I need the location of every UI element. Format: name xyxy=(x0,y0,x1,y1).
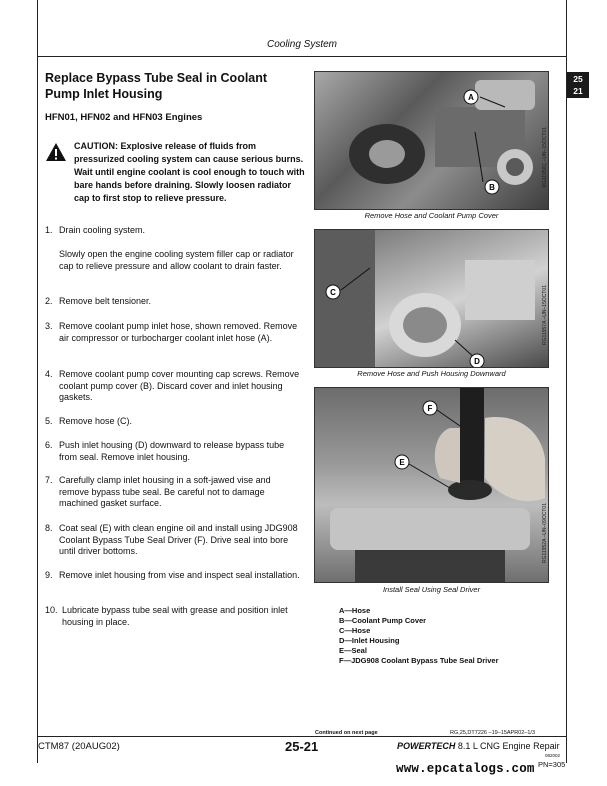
callout-a: A xyxy=(468,93,474,102)
step-text: Remove coolant pump cover mounting cap screws. Remove coolant pump cover (B). Discard cover and inlet housing gaskets. xyxy=(59,369,300,402)
caution-text: CAUTION: Explosive release of fluids from pressurized cooling system can cause serious burns. Wait until engine coolant is cool enough to touch with bare hands before draining. Slowly loosen radiator cap to first stop to relieve pressure. xyxy=(74,141,305,203)
legend-item: E—Seal xyxy=(339,646,367,655)
page-number: 25-21 xyxy=(285,739,319,754)
step-number: 4. xyxy=(45,369,53,379)
legend-item: B—Coolant Pump Cover xyxy=(339,616,427,625)
step-number: 7. xyxy=(45,475,53,485)
tab-group: 21 xyxy=(573,86,583,96)
figure-2-artwork xyxy=(315,230,549,368)
legend-item: C—Hose xyxy=(339,626,371,635)
step-number: 6. xyxy=(45,440,53,450)
header-divider xyxy=(37,56,567,57)
engine-models: HFN01, HFN02 and HFN03 Engines xyxy=(45,112,203,123)
callout-d: D xyxy=(474,357,480,366)
step-number: 2. xyxy=(45,296,53,306)
product-name: 8.1 L CNG Engine Repair xyxy=(457,741,560,751)
pn-number: PN=305 xyxy=(538,760,566,769)
manual-title xyxy=(397,741,560,751)
continued-note: Continued on next page xyxy=(315,730,378,736)
callout-e: E xyxy=(399,458,405,467)
brand-name: POWERTECH xyxy=(397,741,456,751)
figure-3-artwork xyxy=(315,388,549,583)
step-number: 5. xyxy=(45,416,53,426)
legend-item: A—Hose xyxy=(339,606,371,615)
callout-c: C xyxy=(330,288,336,297)
section-header: Cooling System xyxy=(266,39,338,50)
step-number: 3. xyxy=(45,321,53,331)
date-code: 082002 xyxy=(545,753,561,758)
figure-1-photo xyxy=(314,71,549,210)
figure-3-photo xyxy=(314,387,549,583)
callout-b: B xyxy=(489,183,495,192)
step-number: 8. xyxy=(45,523,53,533)
figure-3-code: RG11952A –UN–09OCT01 xyxy=(542,503,548,563)
figure-2-photo xyxy=(314,229,549,368)
step-number: 10. xyxy=(45,605,58,615)
callout-legend xyxy=(339,606,499,666)
step-number: 9. xyxy=(45,570,53,580)
figure-2-caption: Remove Hose and Push Housing Downward xyxy=(357,369,506,378)
page-title: Replace Bypass Tube Seal in Coolant Pump Inlet Housing xyxy=(45,71,268,101)
step-text: Slowly open the engine cooling system filler cap or radiator cap to relieve pressure and allow coolant to drain faster. xyxy=(59,249,294,271)
footer-divider xyxy=(37,736,567,737)
step-number: 1. xyxy=(45,225,53,235)
section-tab xyxy=(567,72,589,98)
step-text: Push inlet housing (D) downward to release bypass tube from seal. Remove inlet housing. xyxy=(59,440,285,462)
figure-2-code: RG11957A –UN–15OCT01 xyxy=(542,285,548,345)
watermark-link[interactable]: www.epcatalogs.com xyxy=(396,762,535,776)
figure-1-caption: Remove Hose and Coolant Pump Cover xyxy=(364,211,499,220)
legend-item: F—JDG908 Coolant Bypass Tube Seal Driver xyxy=(339,656,499,665)
step-text: Remove inlet housing from vise and inspect seal installation. xyxy=(59,570,300,580)
step-text: Lubricate bypass tube seal with grease and position inlet housing in place. xyxy=(62,605,288,627)
step-text: Remove hose (C). xyxy=(59,416,133,426)
manual-number: CTM87 (20AUG02) xyxy=(38,741,120,752)
figure-1-artwork xyxy=(315,72,549,210)
figure-3-caption: Install Seal Using Seal Driver xyxy=(382,585,481,594)
step-text: Remove coolant pump inlet hose, shown removed. Remove air compressor or turbocharger coolant inlet hose (A). xyxy=(59,321,298,343)
reference-code: RG,25,DT7226 –19–15APR02–1/3 xyxy=(450,730,536,736)
caution-block xyxy=(45,140,305,215)
warning-triangle-icon xyxy=(45,142,67,162)
step-text: Remove belt tensioner. xyxy=(59,296,152,306)
step-text: Drain cooling system. xyxy=(59,225,146,235)
step-text: Carefully clamp inlet housing in a soft-jawed vise and remove bypass tube seal. Be careful not to damage machined gasket surface. xyxy=(59,475,271,508)
callout-f: F xyxy=(427,404,433,413)
legend-item: D—Inlet Housing xyxy=(339,636,400,645)
tab-section: 25 xyxy=(573,74,583,84)
figure-1-code: RG11956C –UN–15OCT01 xyxy=(542,127,548,188)
step-text: Coat seal (E) with clean engine oil and install using JDG908 Coolant Bypass Tube Seal Driver (F). Drive seal into bore until driver bottoms. xyxy=(59,523,298,556)
